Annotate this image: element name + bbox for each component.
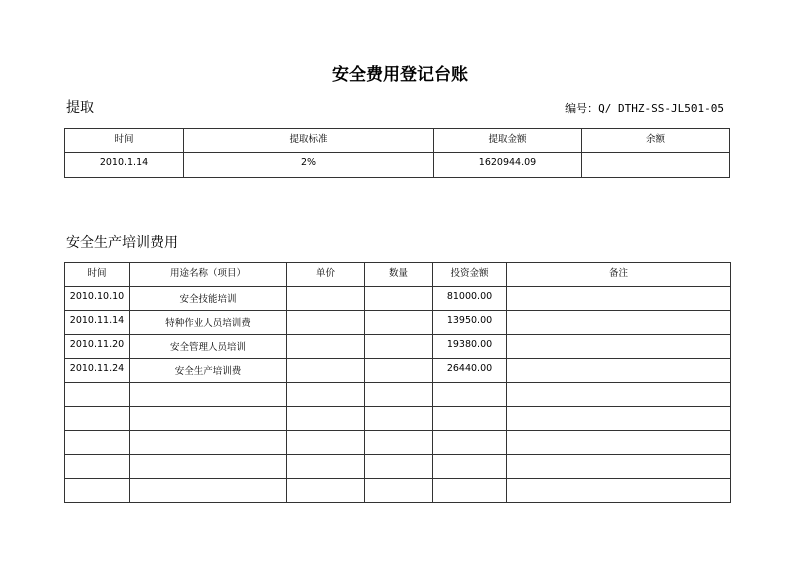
- cell-remarks: [507, 479, 731, 503]
- cell-quantity: [365, 335, 433, 359]
- document-number: 编号：Q/ DTHZ-SS-JL501-05: [565, 102, 724, 115]
- cell-quantity: [365, 407, 433, 431]
- cell-time: 2010.11.14: [65, 311, 130, 335]
- cell-time: [65, 479, 130, 503]
- table-row: [65, 335, 731, 359]
- table-row: [65, 407, 731, 431]
- table-row: [65, 153, 730, 178]
- cell-investment-amount: 13950.00: [433, 311, 507, 335]
- cell-investment-amount: [433, 407, 507, 431]
- header-purpose: 用途名称（项目）: [130, 263, 287, 287]
- cell-unit-price: [287, 311, 365, 335]
- cell-remarks: [507, 455, 731, 479]
- cell-unit-price: [287, 479, 365, 503]
- section-label-extraction: 提取: [66, 100, 94, 116]
- cell-purpose: [130, 383, 287, 407]
- cell-unit-price: [287, 383, 365, 407]
- cell-purpose: 安全技能培训: [130, 287, 287, 311]
- header-extraction-standard: 提取标准: [184, 129, 434, 153]
- page-title: 安全费用登记台账: [332, 65, 468, 85]
- table-row: [65, 287, 731, 311]
- header-investment-amount: 投资金额: [433, 263, 507, 287]
- header-time: 时间: [65, 129, 184, 153]
- cell-quantity: [365, 311, 433, 335]
- header-balance: 余额: [582, 129, 730, 153]
- cell-quantity: [365, 383, 433, 407]
- cell-time: [65, 455, 130, 479]
- cell-remarks: [507, 287, 731, 311]
- cell-quantity: [365, 431, 433, 455]
- cell-quantity: [365, 479, 433, 503]
- cell-balance: [582, 153, 730, 178]
- header-extraction-amount: 提取金额: [434, 129, 582, 153]
- cell-time: 2010.1.14: [65, 153, 184, 178]
- cell-unit-price: [287, 359, 365, 383]
- section-label-training: 安全生产培训费用: [66, 235, 178, 251]
- cell-unit-price: [287, 431, 365, 455]
- cell-time: [65, 407, 130, 431]
- cell-investment-amount: [433, 479, 507, 503]
- cell-time: 2010.10.10: [65, 287, 130, 311]
- cell-purpose: [130, 479, 287, 503]
- cell-unit-price: [287, 287, 365, 311]
- cell-standard: 2%: [184, 153, 434, 178]
- training-expense-table: [64, 262, 731, 503]
- cell-time: [65, 383, 130, 407]
- table-row: [65, 311, 731, 335]
- cell-purpose: 安全管理人员培训: [130, 335, 287, 359]
- cell-investment-amount: [433, 455, 507, 479]
- cell-purpose: [130, 431, 287, 455]
- cell-quantity: [365, 359, 433, 383]
- cell-remarks: [507, 383, 731, 407]
- cell-time: 2010.11.20: [65, 335, 130, 359]
- cell-time: 2010.11.24: [65, 359, 130, 383]
- cell-purpose: [130, 455, 287, 479]
- cell-unit-price: [287, 335, 365, 359]
- cell-purpose: 特种作业人员培训费: [130, 311, 287, 335]
- table-header-row: [65, 129, 730, 153]
- header-quantity: 数量: [365, 263, 433, 287]
- cell-quantity: [365, 455, 433, 479]
- cell-investment-amount: 26440.00: [433, 359, 507, 383]
- header-time: 时间: [65, 263, 130, 287]
- table-row: [65, 455, 731, 479]
- cell-amount: 1620944.09: [434, 153, 582, 178]
- cell-investment-amount: [433, 431, 507, 455]
- cell-remarks: [507, 431, 731, 455]
- cell-investment-amount: [433, 383, 507, 407]
- cell-remarks: [507, 335, 731, 359]
- cell-purpose: 安全生产培训费: [130, 359, 287, 383]
- cell-unit-price: [287, 455, 365, 479]
- cell-investment-amount: 81000.00: [433, 287, 507, 311]
- cell-purpose: [130, 407, 287, 431]
- table-row: [65, 383, 731, 407]
- cell-remarks: [507, 311, 731, 335]
- header-remarks: 备注: [507, 263, 731, 287]
- table-row: [65, 431, 731, 455]
- table-header-row: [65, 263, 731, 287]
- cell-remarks: [507, 359, 731, 383]
- table-row: [65, 359, 731, 383]
- header-unit-price: 单价: [287, 263, 365, 287]
- cell-unit-price: [287, 407, 365, 431]
- extraction-table: [64, 128, 730, 178]
- cell-time: [65, 431, 130, 455]
- cell-remarks: [507, 407, 731, 431]
- cell-investment-amount: 19380.00: [433, 335, 507, 359]
- cell-quantity: [365, 287, 433, 311]
- table-row: [65, 479, 731, 503]
